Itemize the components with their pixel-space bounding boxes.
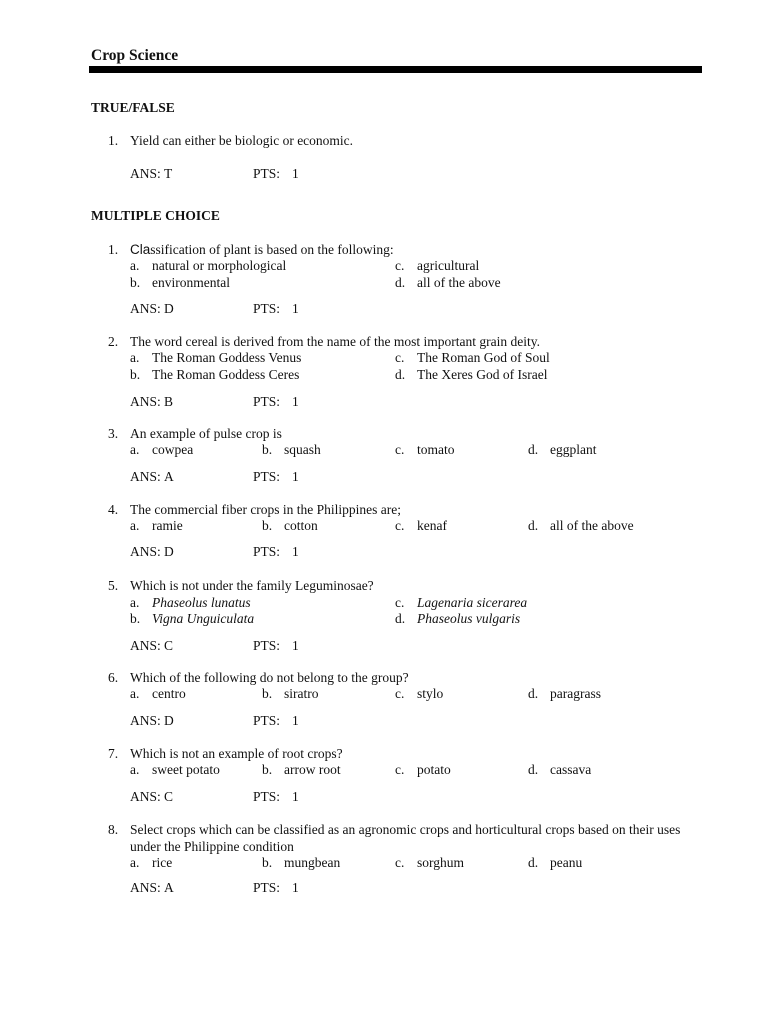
question-number: 4. [108, 502, 119, 517]
question-text: Which is not an example of root crops? [130, 746, 343, 761]
question-number: 5. [108, 578, 119, 593]
question-number: 8. [108, 822, 119, 837]
question-text: Classification of plant is based on the following: [130, 242, 394, 257]
question-text: The word cereal is derived from the name of the most important grain deity. [130, 334, 540, 349]
section-heading-true-false: TRUE/FALSE [91, 100, 175, 115]
question-text: Which of the following do not belong to the group? [130, 670, 409, 685]
question-text: The commercial fiber crops in the Philippines are; [130, 502, 402, 517]
title-rule [89, 66, 702, 73]
pts-value: 1 [292, 166, 299, 181]
ans-value: T [164, 166, 173, 181]
question-number: 7. [108, 746, 119, 761]
page-title: Crop Science [91, 47, 179, 64]
question-text: An example of pulse crop is [130, 426, 282, 441]
question-number: 1. [108, 133, 119, 148]
section-heading-multiple-choice: MULTIPLE CHOICE [91, 208, 220, 223]
question-text: Which is not under the family Leguminosae? [130, 578, 374, 593]
question-text: Select crops which can be classified as an agronomic crops and horticultural crops based on their uses under the Philippine condition [130, 822, 681, 854]
pts-label: PTS: [253, 166, 281, 181]
question-number: 2. [108, 334, 119, 349]
question-number: 1. [108, 242, 119, 257]
question-number: 3. [108, 426, 119, 441]
question-number: 6. [108, 670, 119, 685]
ans-label: ANS: [130, 166, 161, 181]
question-text: Yield can either be biologic or economic. [130, 133, 354, 148]
